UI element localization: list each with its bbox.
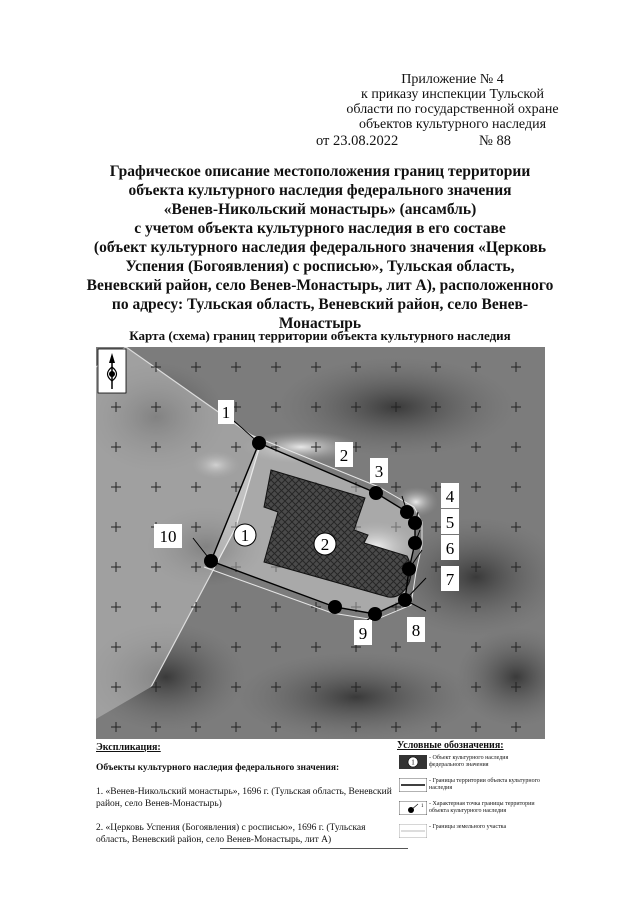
title-line: Веневский район, село Венев-Монастырь, лит А), расположенного [86, 277, 554, 294]
legend-row [397, 753, 545, 772]
point-label-5 [441, 509, 459, 534]
point-label-6 [441, 535, 459, 560]
legend-row [397, 776, 545, 795]
point-label-4 [441, 483, 459, 508]
title-line: Монастырь [278, 315, 362, 332]
explication-subheading: Объекты культурного наследия федерального значения: [96, 763, 340, 773]
boundary-point-8 [398, 593, 412, 607]
point-label-10 [154, 524, 182, 548]
legend-row [397, 799, 545, 818]
boundary-point-7 [402, 562, 416, 576]
explication-item-1: 1. «Венев-Никольский монастырь», 1696 г. (Тульская область, Веневский район, село Венев-Монастырь) [96, 787, 392, 809]
land-plot-symbol-icon [399, 824, 427, 838]
title-line: объекта культурного наследия федерального значения [128, 182, 512, 199]
object-label-2: 2 [320, 535, 330, 554]
legend-item-text: - Объект культурного наследия федерального значения [429, 755, 509, 768]
title-line: «Венев-Никольский монастырь» (ансамбль) [163, 201, 477, 218]
title-line: Графическое описание местоположения границ территории [109, 163, 531, 180]
appendix-line: Приложение № 4 [401, 72, 504, 87]
legend-item-text: - Границы территории объекта культурного наследия [429, 778, 540, 791]
svg-text:7: 7 [445, 570, 455, 589]
north-arrow-icon [98, 349, 126, 393]
svg-text:4: 4 [445, 487, 455, 506]
svg-text:2: 2 [339, 446, 349, 465]
title-line: (объект культурного наследия федерального значения «Церковь [93, 239, 547, 256]
explication [96, 742, 396, 846]
svg-text:1: 1 [221, 403, 231, 422]
point-label-2 [335, 442, 353, 467]
appendix-line: к приказу инспекции Тульской [361, 87, 544, 102]
title-line: Успения (Богоявления) с росписью», Тульская область, [125, 258, 515, 275]
boundary-point-5 [408, 516, 422, 530]
point-label-7 [441, 566, 459, 591]
document-title [60, 162, 580, 333]
boundary-line-symbol-icon [399, 778, 427, 792]
appendix-block [330, 72, 575, 132]
object-marker-1 [234, 524, 256, 546]
explication-item-2: 2. «Церковь Успения (Богоявления) с росписью», 1696 г. (Тульская область, Веневский район, село Венев-Монастырь, лит А) [96, 823, 366, 845]
svg-text:5: 5 [445, 513, 455, 532]
point-label-9 [354, 620, 372, 645]
svg-text:9: 9 [358, 624, 368, 643]
legend [397, 742, 545, 841]
boundary-map [96, 347, 545, 739]
svg-text:6: 6 [445, 539, 455, 558]
boundary-point-symbol-icon [399, 801, 427, 815]
svg-text:10: 10 [159, 527, 177, 546]
svg-text:1: 1 [411, 758, 415, 767]
order-number: № 88 [479, 133, 511, 149]
svg-text:1: 1 [421, 804, 424, 809]
order-date: от 23.08.2022 [316, 133, 399, 149]
boundary-point-1 [252, 436, 266, 450]
map-caption: Карта (схема) границ территории объекта культурного наследия [129, 328, 511, 343]
legend-row [397, 822, 545, 841]
heritage-object-symbol-icon [399, 755, 427, 769]
title-line: по адресу: Тульская область, Веневский район, село Венев- [111, 296, 529, 313]
boundary-point-9a [368, 607, 382, 621]
boundary-point-3 [369, 486, 383, 500]
legend-heading: Условные обозначения: [397, 740, 504, 751]
appendix-line: объектов культурного наследия [358, 117, 547, 132]
legend-item-text: - Характерная точка границы территории объекта культурного наследия [429, 801, 535, 814]
point-label-1 [218, 400, 234, 424]
legend-item-text: - Границы земельного участка [429, 824, 507, 830]
point-label-8 [407, 617, 425, 642]
boundary-point-10 [204, 554, 218, 568]
object-label-1: 1 [240, 526, 250, 545]
point-label-3 [370, 458, 388, 483]
explication-heading: Экспликация: [96, 742, 161, 753]
object-marker-2 [314, 533, 336, 555]
boundary-point-9b [328, 600, 342, 614]
boundary-point-6 [408, 536, 422, 550]
footer-divider [220, 848, 408, 849]
svg-text:3: 3 [374, 462, 384, 481]
appendix-line: области по государственной охране [346, 102, 559, 117]
svg-text:8: 8 [411, 621, 421, 640]
title-line: с учетом объекта культурного наследия в его составе [134, 220, 506, 237]
